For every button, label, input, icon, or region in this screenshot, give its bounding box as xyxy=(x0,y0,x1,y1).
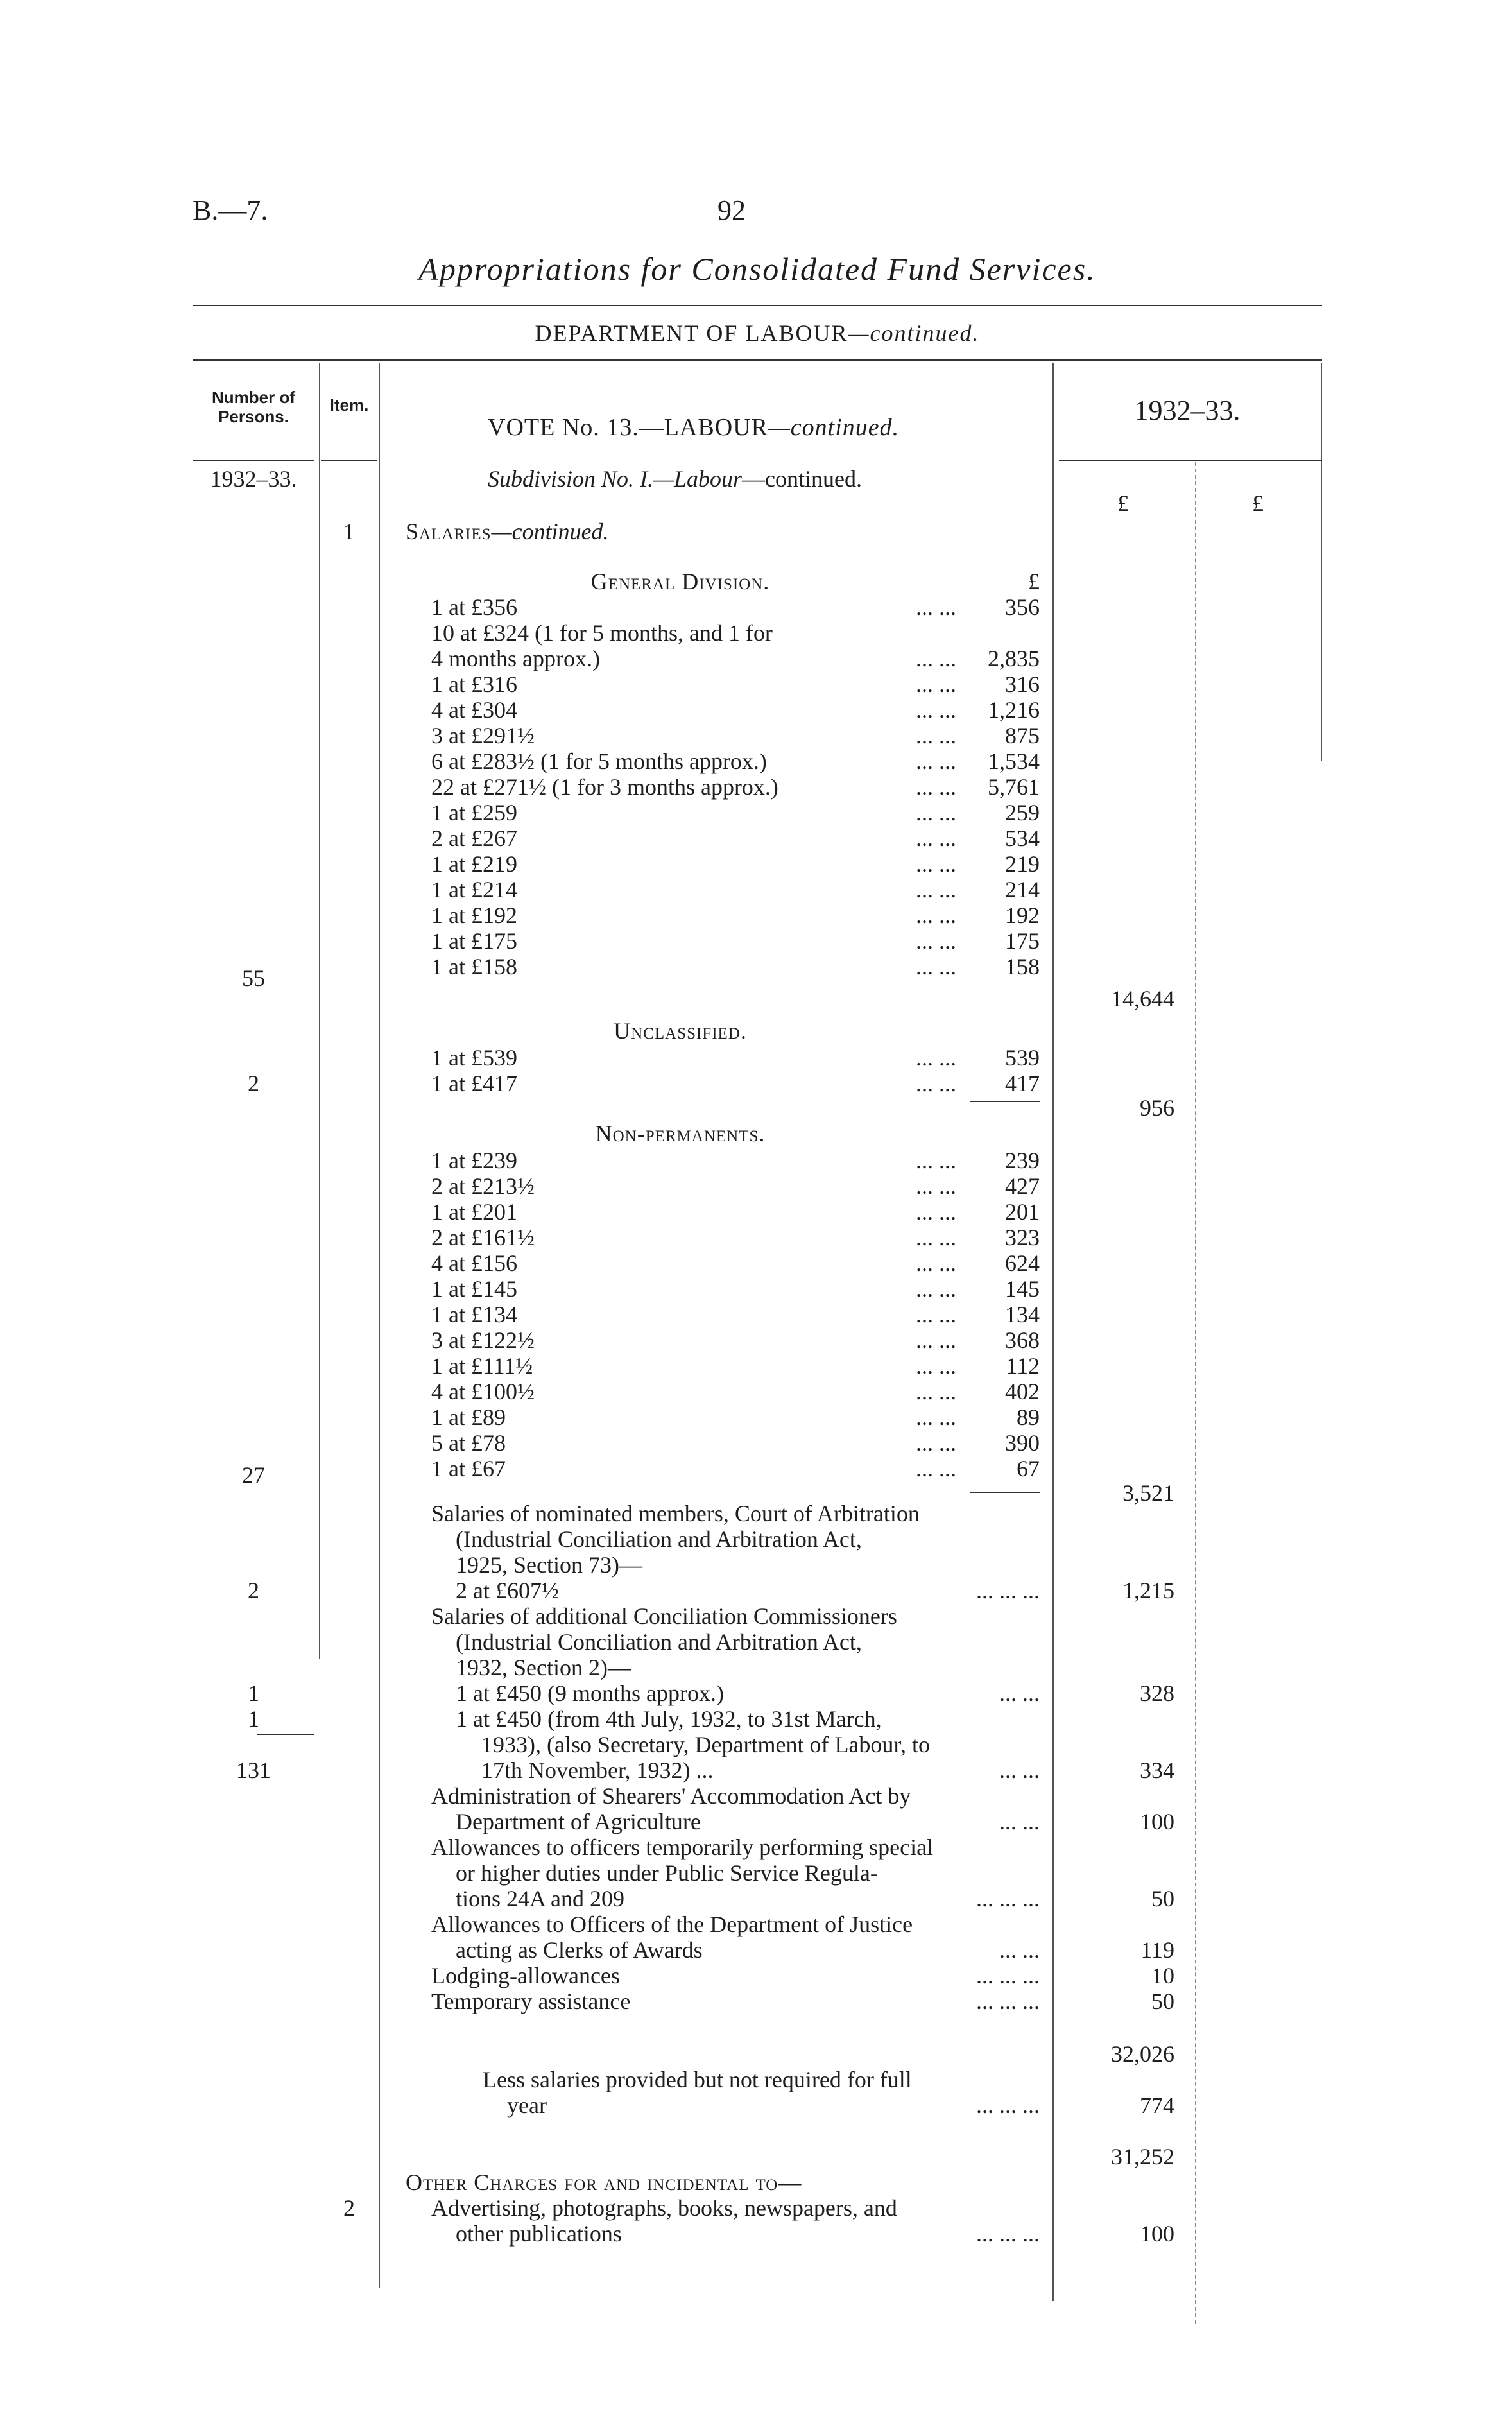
advertising-line-2: other publications xyxy=(456,2221,622,2247)
salary-row-value: 175 xyxy=(1005,928,1040,954)
salary-row-value: 67 xyxy=(1017,1456,1040,1481)
salary-row-leaders: ... ... xyxy=(916,1225,956,1250)
salary-row-value: 368 xyxy=(1005,1327,1040,1353)
temporary-leaders: ... ... ... xyxy=(976,1988,1040,2014)
court-persons: 2 xyxy=(248,1578,259,1603)
salary-row-label: 4 months approx.) xyxy=(431,646,600,671)
salary-row-leaders: ... ... xyxy=(916,825,956,851)
salary-row-value: 158 xyxy=(1005,954,1040,979)
conciliation-persons-1: 1 xyxy=(248,1680,259,1706)
lodging-total: 10 xyxy=(1151,1963,1174,1988)
item-column-divider xyxy=(379,363,380,2288)
salary-row-leaders: ... ... xyxy=(916,1430,956,1456)
advertising-line-1: Advertising, photographs, books, newspapers, and xyxy=(431,2195,897,2221)
justice-leaders: ... ... xyxy=(999,1937,1040,1963)
salary-row-value: 89 xyxy=(1017,1404,1040,1430)
court-total: 1,215 xyxy=(1122,1578,1174,1603)
salary-row-leaders: ... ... xyxy=(916,877,956,902)
general-division-pound: £ xyxy=(1028,569,1040,594)
advertising-leaders: ... ... ... xyxy=(976,2221,1040,2247)
salary-row-leaders: ... ... xyxy=(916,1353,956,1379)
vote-title-suffix: —continued. xyxy=(768,414,900,441)
persons-header-rule xyxy=(193,460,314,461)
conciliation-line-2: (Industrial Conciliation and Arbitration Act, xyxy=(456,1629,862,1655)
salary-row-label: 1 at £145 xyxy=(431,1276,517,1302)
salary-row-label: 1 at £219 xyxy=(431,851,517,877)
allowances-leaders: ... ... ... xyxy=(976,1886,1040,1911)
department-suffix: —continued. xyxy=(848,320,980,346)
title-rule xyxy=(193,305,1322,306)
court-line-4: 2 at £607½ xyxy=(456,1578,559,1603)
item-number-2: 2 xyxy=(343,2195,355,2221)
shearers-line-1: Administration of Shearers' Accommodation Act by xyxy=(431,1783,911,1809)
right-edge-divider xyxy=(1321,363,1322,761)
salary-row-label: 2 at £267 xyxy=(431,825,517,851)
salary-row-label: 1 at £316 xyxy=(431,671,517,697)
salary-row-label: 1 at £89 xyxy=(431,1404,506,1430)
salary-row-leaders: ... ... xyxy=(916,800,956,825)
salary-row-leaders: ... ... xyxy=(916,1148,956,1173)
temporary-label: Temporary assistance xyxy=(431,1988,631,2014)
pound-sign-right: £ xyxy=(1252,490,1264,516)
salary-row-label: 1 at £158 xyxy=(431,954,517,979)
salary-row-label: 4 at £100½ xyxy=(431,1379,535,1404)
conciliation-line-1: Salaries of additional Conciliation Commissioners xyxy=(431,1603,897,1629)
conciliation-line-6: 1933), (also Secretary, Department of Labour, to xyxy=(481,1732,930,1757)
persons-column-divider xyxy=(319,363,320,1659)
page-reference: B.—7. xyxy=(193,194,268,226)
salary-row-label: 2 at £161½ xyxy=(431,1225,535,1250)
other-charges-heading: Other Charges for and incidental to— xyxy=(406,2169,802,2195)
year-header-rule xyxy=(1059,460,1322,461)
conciliation-total-2: 334 xyxy=(1140,1757,1174,1783)
salary-row-value: 134 xyxy=(1005,1302,1040,1327)
less-line-2: year xyxy=(507,2092,547,2118)
salaries-suffix: —continued. xyxy=(491,519,609,544)
salary-row-label: 1 at £356 xyxy=(431,594,517,620)
salary-row-label: 5 at £78 xyxy=(431,1430,506,1456)
salary-row-leaders: ... ... xyxy=(916,646,956,671)
salary-row-value: 5,761 xyxy=(988,774,1040,800)
lodging-leaders: ... ... ... xyxy=(976,1963,1040,1988)
persons-sum-rule xyxy=(257,1734,314,1735)
salary-row-label: 1 at £259 xyxy=(431,800,517,825)
salary-row-label: 22 at £271½ (1 for 3 months approx.) xyxy=(431,774,778,800)
court-line-1: Salaries of nominated members, Court of Arbitration xyxy=(431,1501,920,1526)
salary-row-label: 1 at £539 xyxy=(431,1045,517,1071)
less-total: 774 xyxy=(1140,2092,1174,2118)
persons-year-label: 1932–33. xyxy=(210,466,297,492)
conciliation-persons-2: 1 xyxy=(248,1706,259,1732)
salary-row-leaders: ... ... xyxy=(916,928,956,954)
department-heading xyxy=(193,320,1322,347)
salary-row-label: 1 at £175 xyxy=(431,928,517,954)
shearers-total: 100 xyxy=(1140,1809,1174,1834)
non-permanents-persons: 27 xyxy=(242,1462,265,1488)
general-division-total: 14,644 xyxy=(1111,986,1174,1012)
lodging-label: Lodging-allowances xyxy=(431,1963,620,1988)
court-line-3: 1925, Section 73)— xyxy=(456,1552,642,1578)
salary-row-value: 192 xyxy=(1005,902,1040,928)
justice-line-1: Allowances to Officers of the Department of Justice xyxy=(431,1911,913,1937)
salary-row-label: 10 at £324 (1 for 5 months, and 1 for xyxy=(431,620,773,646)
less-line-1: Less salaries provided but not required for full xyxy=(483,2067,912,2092)
justice-line-2: acting as Clerks of Awards xyxy=(456,1937,703,1963)
conciliation-total-1: 328 xyxy=(1140,1680,1174,1706)
salary-row-leaders: ... ... xyxy=(916,774,956,800)
non-permanents-sum-rule xyxy=(970,1492,1040,1493)
unclassified-persons: 2 xyxy=(248,1071,259,1096)
salary-row-label: 1 at £417 xyxy=(431,1071,517,1096)
salary-row-leaders: ... ... xyxy=(916,723,956,748)
salary-row-value: 1,216 xyxy=(988,697,1040,723)
conciliation-line-5: 1 at £450 (from 4th July, 1932, to 31st March, xyxy=(456,1706,882,1732)
persons-grand-total: 131 xyxy=(236,1757,271,1783)
salaries-heading xyxy=(406,519,609,544)
salary-row-label: 3 at £122½ xyxy=(431,1327,535,1353)
temporary-total: 50 xyxy=(1151,1988,1174,2014)
allowances-line-2: or higher duties under Public Service Regula- xyxy=(456,1860,878,1886)
salary-row-leaders: ... ... xyxy=(916,851,956,877)
salary-row-leaders: ... ... xyxy=(916,954,956,979)
conciliation-line-7: 17th November, 1932) ... xyxy=(481,1757,714,1783)
shearers-line-2: Department of Agriculture xyxy=(456,1809,701,1834)
salary-row-value: 259 xyxy=(1005,800,1040,825)
salary-row-label: 1 at £239 xyxy=(431,1148,517,1173)
item-column-header: Item. xyxy=(329,395,369,415)
salary-row-value: 316 xyxy=(1005,671,1040,697)
salary-row-leaders: ... ... xyxy=(916,1302,956,1327)
salary-row-value: 145 xyxy=(1005,1276,1040,1302)
salary-row-value: 624 xyxy=(1005,1250,1040,1276)
department-name: DEPARTMENT OF LABOUR xyxy=(535,320,848,346)
allowances-line-1: Allowances to officers temporarily performing special xyxy=(431,1834,934,1860)
subtotal: 32,026 xyxy=(1111,2041,1174,2067)
salary-row-leaders: ... ... xyxy=(916,1276,956,1302)
salary-row-value: 875 xyxy=(1005,723,1040,748)
salary-row-leaders: ... ... xyxy=(916,1379,956,1404)
salary-row-value: 201 xyxy=(1005,1199,1040,1225)
persons-column-header: Number of Persons. xyxy=(212,388,295,426)
conciliation-leaders-1: ... ... xyxy=(999,1680,1040,1706)
salary-row-leaders: ... ... xyxy=(916,1456,956,1481)
unclassified-total: 956 xyxy=(1140,1095,1174,1121)
salary-row-leaders: ... ... xyxy=(916,594,956,620)
salary-row-leaders: ... ... xyxy=(916,1071,956,1096)
court-leaders: ... ... ... xyxy=(976,1578,1040,1603)
salaries-label: Salaries xyxy=(406,519,492,544)
page-number: 92 xyxy=(717,194,746,226)
unclassified-heading: Unclassified. xyxy=(614,1018,747,1044)
conciliation-leaders-2: ... ... xyxy=(999,1757,1040,1783)
salary-row-value: 356 xyxy=(1005,594,1040,620)
salary-row-leaders: ... ... xyxy=(916,1045,956,1071)
department-rule xyxy=(193,359,1322,361)
net-total: 31,252 xyxy=(1111,2144,1174,2169)
item-number-1: 1 xyxy=(343,519,355,544)
salary-row-value: 402 xyxy=(1005,1379,1040,1404)
salary-row-value: 390 xyxy=(1005,1430,1040,1456)
court-line-2: (Industrial Conciliation and Arbitration Act, xyxy=(456,1526,862,1552)
unclassified-sum-rule xyxy=(970,1101,1040,1102)
subdivision-text: Subdivision No. I.—Labour xyxy=(488,466,743,492)
salary-row-label: 1 at £134 xyxy=(431,1302,517,1327)
salary-row-label: 4 at £156 xyxy=(431,1250,517,1276)
salary-row-label: 1 at £111½ xyxy=(431,1353,533,1379)
salary-row-value: 1,534 xyxy=(988,748,1040,774)
allowances-line-3: tions 24A and 209 xyxy=(456,1886,625,1911)
salary-row-value: 219 xyxy=(1005,851,1040,877)
salary-row-leaders: ... ... xyxy=(916,671,956,697)
salary-row-value: 534 xyxy=(1005,825,1040,851)
salary-row-label: 4 at £304 xyxy=(431,697,517,723)
non-permanents-total: 3,521 xyxy=(1122,1480,1174,1506)
salary-row-value: 323 xyxy=(1005,1225,1040,1250)
pound-column-divider xyxy=(1195,462,1196,2324)
conciliation-line-4: 1 at £450 (9 months approx.) xyxy=(456,1680,724,1706)
advertising-total: 100 xyxy=(1140,2221,1174,2247)
salary-row-leaders: ... ... xyxy=(916,697,956,723)
salary-row-label: 2 at £213½ xyxy=(431,1173,535,1199)
salary-row-value: 427 xyxy=(1005,1173,1040,1199)
salary-row-value: 112 xyxy=(1006,1353,1040,1379)
allowances-total: 50 xyxy=(1151,1886,1174,1911)
salary-row-leaders: ... ... xyxy=(916,748,956,774)
salary-row-leaders: ... ... xyxy=(916,1199,956,1225)
salary-row-leaders: ... ... xyxy=(916,902,956,928)
vote-title xyxy=(488,415,899,440)
salary-row-label: 3 at £291½ xyxy=(431,723,535,748)
subdivision-title xyxy=(488,466,862,492)
salary-row-value: 539 xyxy=(1005,1045,1040,1071)
salary-row-value: 2,835 xyxy=(988,646,1040,671)
salary-row-value: 417 xyxy=(1005,1071,1040,1096)
general-division-persons: 55 xyxy=(242,965,265,991)
general-division-heading: General Division. xyxy=(590,569,770,594)
subdivision-suffix: —continued. xyxy=(742,466,863,492)
salary-row-value: 214 xyxy=(1005,877,1040,902)
salary-row-leaders: ... ... xyxy=(916,1250,956,1276)
salary-row-label: 1 at £214 xyxy=(431,877,517,902)
salary-row-leaders: ... ... xyxy=(916,1327,956,1353)
non-permanents-heading: Non-permanents. xyxy=(595,1121,766,1146)
salary-row-leaders: ... ... xyxy=(916,1404,956,1430)
justice-total: 119 xyxy=(1140,1937,1174,1963)
salary-row-value: 239 xyxy=(1005,1148,1040,1173)
less-leaders: ... ... ... xyxy=(976,2092,1040,2118)
amount-column-divider xyxy=(1052,363,1054,2301)
pound-sign-left: £ xyxy=(1117,490,1129,516)
salary-row-label: 1 at £67 xyxy=(431,1456,506,1481)
page-title: Appropriations for Consolidated Fund Services. xyxy=(418,251,1096,287)
item-header-rule xyxy=(321,460,377,461)
salary-row-leaders: ... ... xyxy=(916,1173,956,1199)
vote-title-text: VOTE No. 13.—LABOUR xyxy=(488,414,768,441)
shearers-leaders: ... ... xyxy=(999,1809,1040,1834)
year-column-header: 1932–33. xyxy=(1134,395,1241,426)
salary-row-label: 1 at £201 xyxy=(431,1199,517,1225)
conciliation-line-3: 1932, Section 2)— xyxy=(456,1655,631,1680)
salary-row-label: 1 at £192 xyxy=(431,902,517,928)
salary-row-label: 6 at £283½ (1 for 5 months approx.) xyxy=(431,748,767,774)
